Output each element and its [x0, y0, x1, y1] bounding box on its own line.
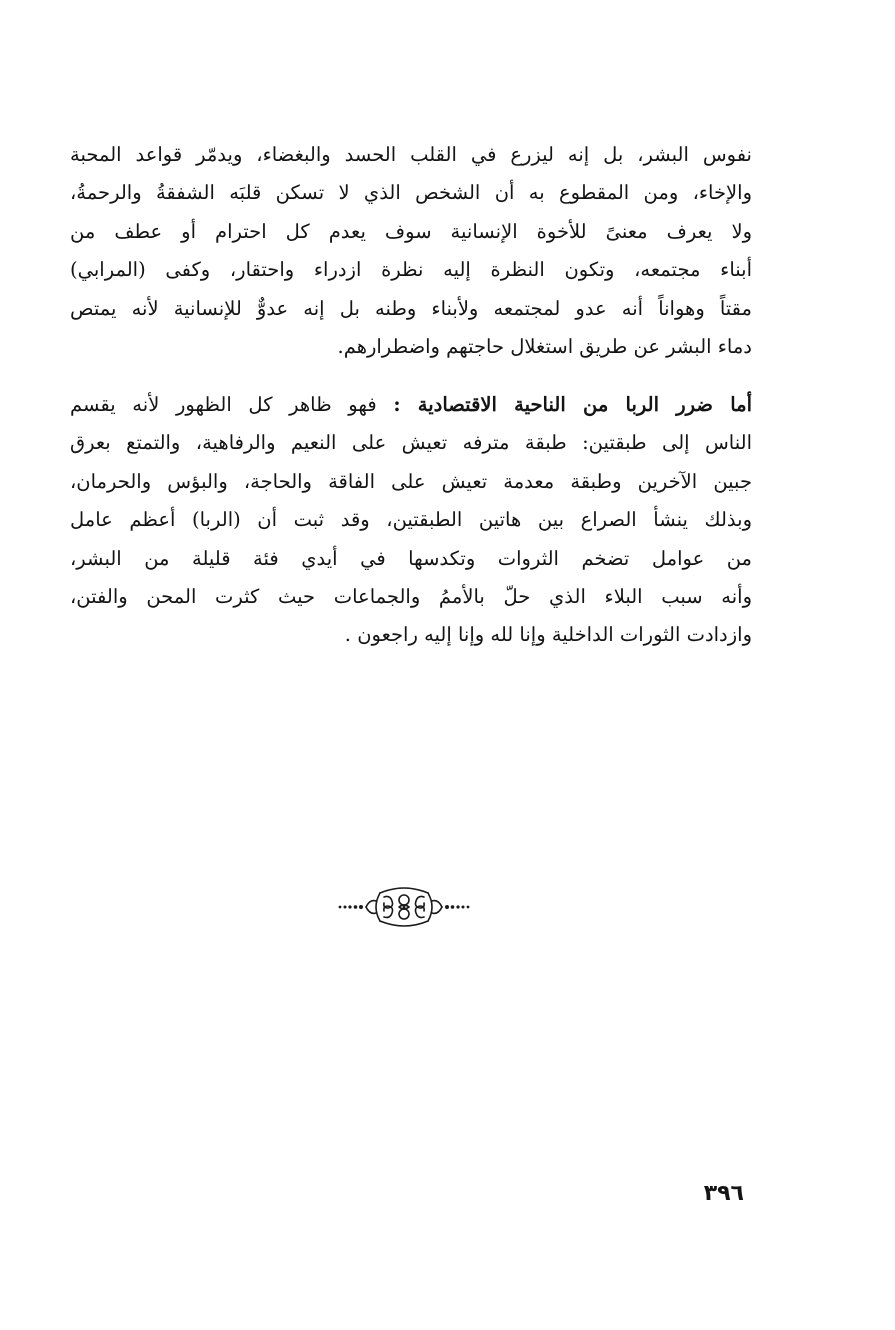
paragraph-line: من عوامل تضخم الثروات وتكدسها في أيدي فئة قليلة من البشر،	[70, 546, 752, 570]
paragraph-1	[70, 136, 752, 366]
page-number: ٣٩٦	[703, 1181, 744, 1206]
paragraph-line: وازدادت الثورات الداخلية وإنا لله وإنا إليه راجعون .	[344, 623, 752, 647]
section-heading: أما ضرر الربا من الناحية الاقتصادية :	[393, 393, 752, 416]
paragraph-line: وبذلك ينشأ الصراع بين هاتين الطبقتين، وقد ثبت أن (الربا) أعظم عامل	[70, 508, 752, 532]
paragraph-line: جبين الآخرين وطبقة معدمة تعيش على الفاقة والحاجة، والبؤس والحرمان،	[70, 469, 752, 493]
paragraph-line: نفوس البشر، بل إنه ليزرع في القلب الحسد والبغضاء، ويدمّر قواعد المحبة	[70, 143, 752, 166]
heading-continuation: فهو ظاهر كل الظهور لأنه يقسم	[70, 393, 377, 416]
arabesque-divider-ornament-icon	[336, 884, 472, 930]
paragraph-line: دماء البشر عن طريق استغلال حاجتهم واضطرارهم.	[337, 334, 752, 358]
paragraph-first-line	[70, 386, 752, 424]
paragraph-line: والإخاء، ومن المقطوع به أن الشخص الذي لا تسكن قلبَه الشفقةُ والرحمةُ،	[70, 181, 752, 205]
paragraph-line: وأنه سبب البلاء الذي حلّ بالأممُ والجماعات حيث كثرت المحن والفتن،	[70, 584, 752, 608]
paragraph-line: ولا يعرف معنىً للأخوة الإنسانية سوف يعدم كل احترام أو عطف من	[70, 219, 752, 243]
paragraph-line: أبناء مجتمعه، وتكون النظرة إليه نظرة ازدراء واحتقار، وكفى (المرابي)	[70, 258, 752, 282]
paragraph-2	[70, 386, 752, 655]
paragraph-line: مقتاً وهواناً أنه عدو لمجتمعه ولأبناء وطنه بل إنه عدوٌّ للإنسانية لأنه يمتص	[70, 296, 752, 320]
paragraph-line: الناس إلى طبقتين: طبقة مترفه تعيش على النعيم والرفاهية، والتمتع بعرق	[70, 431, 752, 455]
